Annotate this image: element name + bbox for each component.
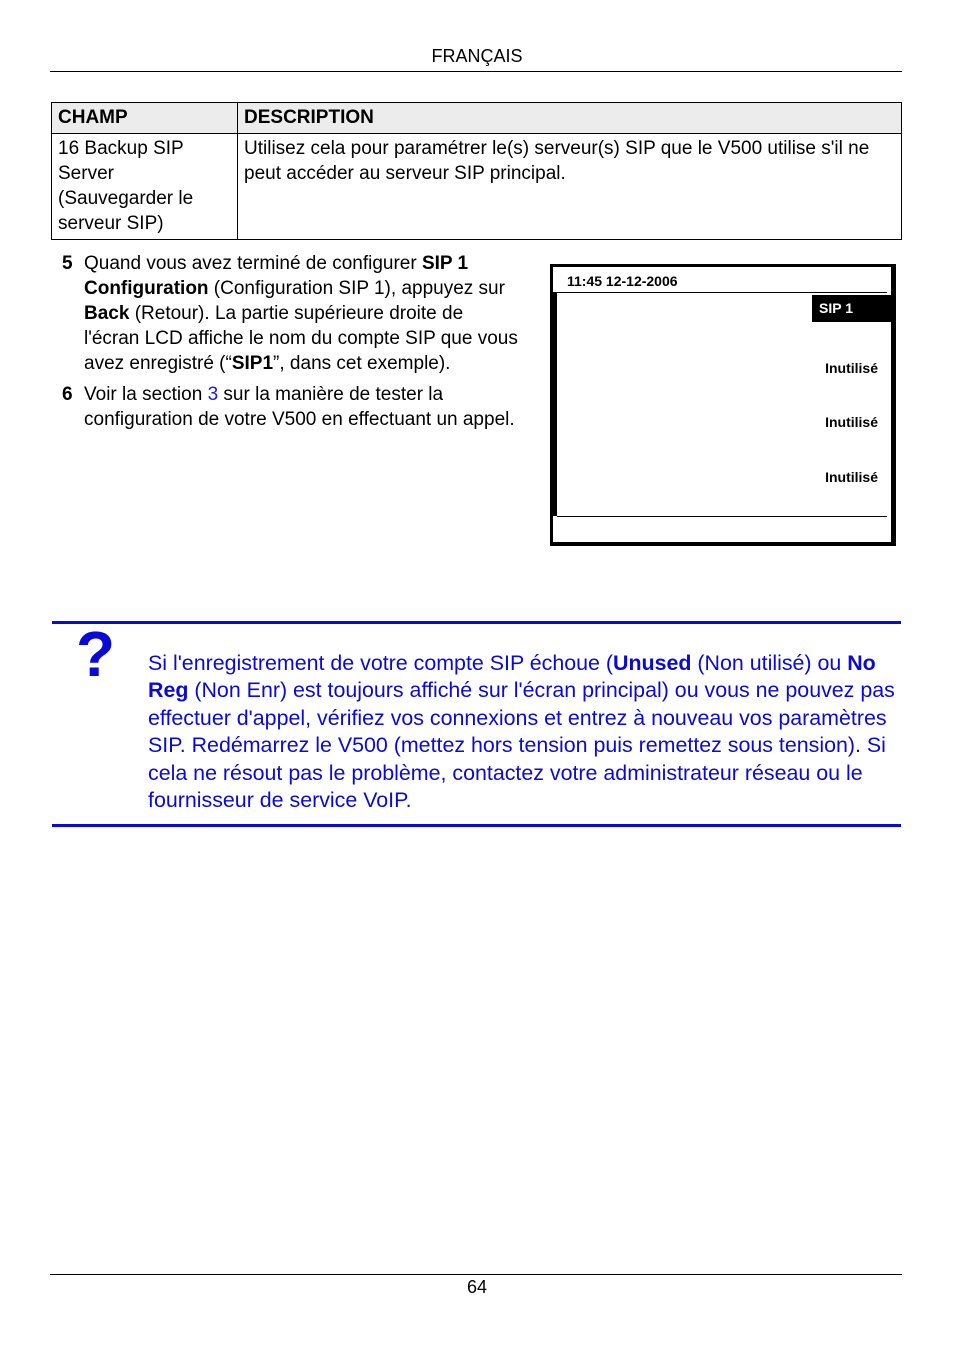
step-number: 6 — [62, 384, 73, 405]
step-text: Quand vous avez terminé de configurer — [84, 253, 422, 274]
field-line: serveur SIP) — [58, 213, 164, 234]
note-top-rule — [52, 621, 901, 624]
step-bold-text: SIP 1 Configuration — [84, 253, 469, 299]
step-text: Voir la section — [84, 384, 208, 405]
note-bold-segment: Unused — [613, 651, 692, 675]
step-bold-text: SIP1 — [231, 353, 274, 374]
steps-list — [62, 251, 522, 438]
step-6 — [62, 382, 522, 432]
field-line: 16 Backup SIP — [58, 138, 184, 159]
column-header-champ: CHAMP — [52, 103, 238, 134]
step-text: ”, dans cet exemple). — [273, 353, 451, 374]
lcd-screen — [550, 264, 896, 546]
section-link[interactable]: 3 — [207, 384, 219, 405]
note-text — [148, 650, 900, 814]
note-bold-segment: No Reg — [148, 651, 876, 703]
lcd-account-name: SIP 1 — [812, 295, 894, 322]
step-5 — [62, 251, 522, 376]
lcd-bottom-bar — [557, 516, 887, 517]
field-line: (Sauvegarder le — [58, 188, 194, 209]
column-header-description: DESCRIPTION — [238, 103, 902, 134]
step-number: 5 — [62, 253, 73, 274]
field-cell — [52, 134, 238, 240]
step-bold-text: Back — [84, 303, 130, 324]
note-bottom-rule — [52, 824, 901, 827]
lcd-line-3: Inutilisé — [825, 469, 878, 485]
lcd-status-bar — [557, 270, 887, 293]
page-number: 64 — [466, 1277, 488, 1297]
header-rule — [50, 71, 902, 72]
field-description-table — [51, 102, 902, 240]
description-cell: Utilisez cela pour paramétrer le(s) serveur(s) SIP que le V500 utilise s'il ne peut accéder au serveur SIP principal. — [238, 134, 902, 240]
lcd-left-border — [553, 292, 557, 516]
field-line: Server — [58, 163, 114, 184]
step-text: (Retour). La partie supérieure droite de l'écran LCD affiche le nom du compte SIP que vous avez enregistré (“ — [84, 303, 518, 374]
lcd-line-1: Inutilisé — [825, 360, 878, 376]
footer-rule — [50, 1274, 902, 1275]
page-header-language: FRANÇAIS — [431, 46, 523, 66]
lcd-line-2: Inutilisé — [825, 414, 878, 430]
note-segment: (Non utilisé) ou — [691, 651, 848, 675]
table-header-row — [52, 103, 902, 134]
note-segment: (Non Enr) est toujours affiché sur l'écran principal) ou vous ne pouvez pas effectuer d'appel, vérifiez vos connexions et entrez à nouveau vos paramètres SIP. Redémarrez le V500 (mettez hors tension puis remettez sous tension). Si cela ne résout pas le problème, contactez votre administrateur réseau ou le fournisseur de service VoIP. — [148, 678, 895, 813]
step-text: (Configuration SIP 1), appuyez sur — [208, 278, 505, 299]
table-row — [52, 134, 902, 240]
lcd-datetime: 11:45 12-12-2006 — [567, 273, 678, 289]
step-text: sur la manière de tester la configuration de votre V500 en effectuant un appel. — [84, 384, 515, 430]
question-mark-icon: ? — [76, 618, 116, 690]
note-segment: Si l'enregistrement de votre compte SIP échoue ( — [148, 651, 614, 675]
